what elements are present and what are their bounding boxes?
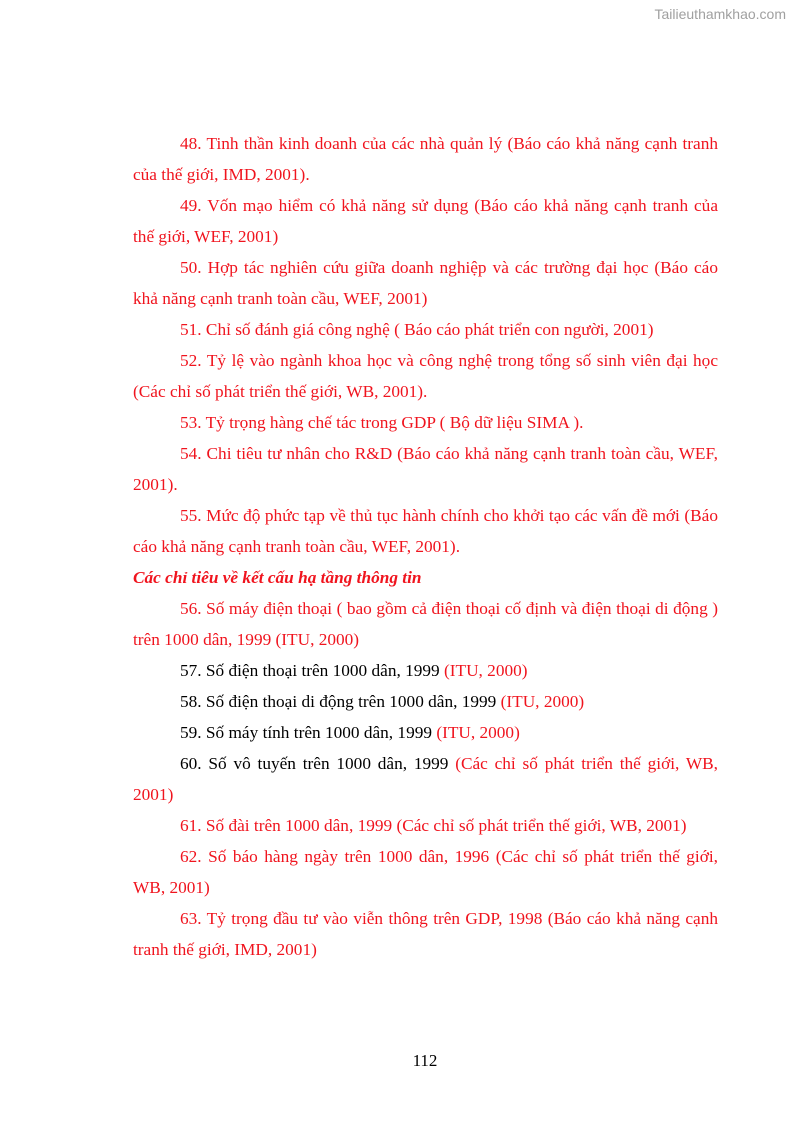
list-item	[133, 810, 718, 841]
document-body	[133, 128, 718, 965]
item-text: 62. Số báo hàng ngày trên 1000 dân, 1996 (Các chỉ số phát triển thế giới, WB, 2001)	[133, 847, 718, 897]
list-item	[133, 345, 718, 407]
list-item	[133, 655, 718, 686]
list-item	[133, 314, 718, 345]
item-text: (ITU, 2000)	[500, 692, 585, 711]
list-item	[133, 128, 718, 190]
item-text: 53. Tỷ trọng hàng chế tác trong GDP ( Bộ dữ liệu SIMA ).	[180, 413, 584, 432]
item-text: 50. Hợp tác nghiên cứu giữa doanh nghiệp và các trường đại học (Báo cáo khả năng cạnh tranh toàn cầu, WEF, 2001)	[133, 258, 718, 308]
item-text: 52. Tỷ lệ vào ngành khoa học và công nghệ trong tổng số sinh viên đại học (Các chỉ số phát triển thế giới, WB, 2001).	[133, 351, 718, 401]
item-text: (Các chỉ số phát triển thế giới, WB, 2001)	[133, 754, 718, 804]
item-text: 61. Số đài trên 1000 dân, 1999 (Các chỉ số phát triển thế giới, WB, 2001)	[180, 816, 687, 835]
item-text: 58. Số điện thoại di động trên 1000 dân, 1999	[180, 692, 501, 711]
indicator-list-b	[133, 593, 718, 965]
list-item	[133, 190, 718, 252]
item-text: (ITU, 2000)	[444, 661, 528, 680]
list-item	[133, 252, 718, 314]
list-item	[133, 407, 718, 438]
item-text: 49. Vốn mạo hiểm có khả năng sử dụng (Báo cáo khả năng cạnh tranh của thế giới, WEF, 2001)	[133, 196, 718, 246]
section-heading: Các chỉ tiêu về kết cấu hạ tầng thông tin	[133, 568, 422, 587]
item-text: 56. Số máy điện thoại ( bao gồm cả điện thoại cố định và điện thoại di động ) trên 1000 dân, 1999 (ITU, 2000)	[133, 599, 718, 649]
list-item	[133, 903, 718, 965]
item-text: 60. Số vô tuyến trên 1000 dân, 1999	[180, 754, 456, 773]
list-item	[133, 438, 718, 500]
item-text: 63. Tỷ trọng đầu tư vào viễn thông trên GDP, 1998 (Báo cáo khả năng cạnh tranh thế giới, IMD, 2001)	[133, 909, 718, 959]
list-item	[133, 593, 718, 655]
watermark: Tailieuthamkhao.com	[654, 6, 786, 22]
item-text: 59. Số máy tính trên 1000 dân, 1999	[180, 723, 437, 742]
item-text: 55. Mức độ phức tạp về thủ tục hành chính cho khởi tạo các vấn đề mới (Báo cáo khả năng cạnh tranh toàn cầu, WEF, 2001).	[133, 506, 718, 556]
page-number: 112	[412, 1051, 438, 1070]
list-item	[133, 841, 718, 903]
list-item	[133, 748, 718, 810]
item-text: 54. Chi tiêu tư nhân cho R&D (Báo cáo khả năng cạnh tranh toàn cầu, WEF, 2001).	[133, 444, 718, 494]
item-text: (ITU, 2000)	[436, 723, 520, 742]
indicator-list-a	[133, 128, 718, 562]
item-text: 57. Số điện thoại trên 1000 dân, 1999	[180, 661, 444, 680]
item-text: 51. Chỉ số đánh giá công nghệ ( Báo cáo phát triển con người, 2001)	[180, 320, 654, 339]
list-item	[133, 717, 718, 748]
list-item	[133, 686, 718, 717]
list-item	[133, 500, 718, 562]
item-text: 48. Tinh thần kinh doanh của các nhà quản lý (Báo cáo khả năng cạnh tranh của thế giới, IMD, 2001).	[133, 134, 718, 184]
